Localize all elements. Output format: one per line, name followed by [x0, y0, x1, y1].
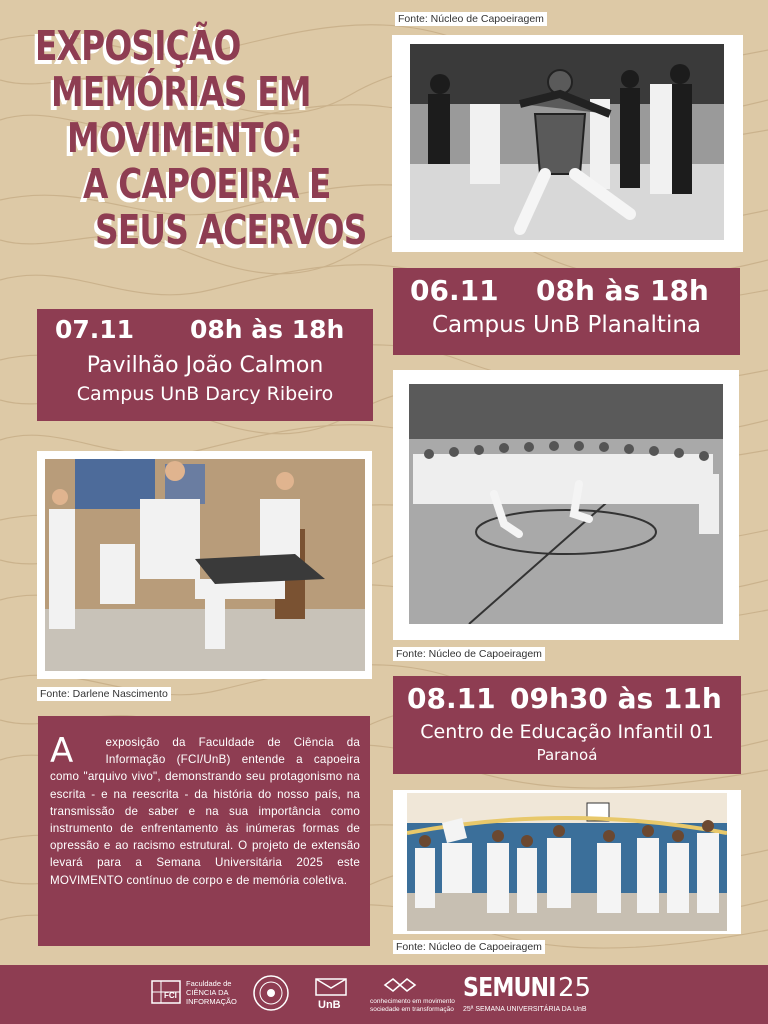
- photo-source-caption: Fonte: Núcleo de Capoeiragem: [393, 940, 545, 954]
- capoeira-roda-photo-1: [392, 35, 743, 252]
- event-box-0611: [393, 268, 740, 355]
- event-place: Centro de Educação Infantil 01: [420, 721, 714, 743]
- photo-source-caption: Fonte: Núcleo de Capoeiragem: [395, 12, 547, 26]
- fci-abbr: FCI: [164, 991, 177, 1000]
- event-detail: Campus UnB Darcy Ribeiro: [76, 383, 334, 405]
- semuni-logo-icon: [463, 973, 593, 1017]
- conhecimento-line1: conhecimento em movimento: [370, 998, 455, 1005]
- capoeiragem-seal-icon: [252, 974, 290, 1012]
- semuni-number: 25: [558, 973, 592, 1003]
- fci-name-line1: Faculdade de: [186, 979, 232, 988]
- capoeira-roda-photo-3: [393, 370, 739, 640]
- photo-source-caption: Fonte: Darlene Nascimento: [37, 687, 171, 701]
- conhecimento-line2: sociedade em transformação: [370, 1006, 454, 1013]
- event-place: Campus UnB Planaltina: [431, 312, 702, 338]
- title-line-4: A CAPOEIRA E: [83, 160, 331, 208]
- unb-label: UnB: [318, 999, 341, 1011]
- capoeira-game-photo-2: [37, 451, 372, 679]
- fci-name-line2: CIÊNCIA DA: [186, 988, 229, 997]
- title-line-5: SEUS ACERVOS: [95, 206, 367, 254]
- conhecimento-logo-icon: [383, 977, 417, 993]
- event-date: 07.11: [55, 315, 135, 344]
- event-date: 08.11: [407, 682, 496, 715]
- event-time: 08h às 18h: [190, 315, 345, 344]
- title-line-1: EXPOSIÇÃO: [35, 22, 241, 70]
- event-detail: Paranoá: [536, 746, 598, 764]
- exhibition-description: [38, 716, 370, 946]
- photo-source-caption: Fonte: Núcleo de Capoeiragem: [393, 647, 545, 661]
- capoeira-kids-photo-4: [393, 790, 741, 934]
- description-text: exposição da Faculdade de Ciência da Informação (FCI/UnB) entende a capoeira como "arquivo vivo", demonstrando seu protagonismo na escrita - e na reescrita - da história do nosso país, na transmissão de saber e na sua importância como instrumento de enfrentamento às inúmeras formas de opressão e ao racismo estrutural. O projeto de extensão levará para a Semana Universitária 2025 este MOVIMENTO contínuo de corpo e de memória coletiva.: [50, 736, 360, 887]
- semuni-subtitle: 25ª SEMANA UNIVERSITÁRIA DA UnB: [463, 1006, 587, 1013]
- fci-name-line3: INFORMAÇÃO: [186, 997, 237, 1006]
- footer-logos-bar: [0, 965, 768, 1024]
- title-line-3: MOVIMENTO:: [67, 114, 303, 162]
- event-box-0811: [393, 676, 741, 774]
- event-time: 09h30 às 11h: [510, 682, 722, 715]
- description-dropcap: A: [50, 731, 74, 771]
- title-line-2: MEMÓRIAS EM: [51, 68, 311, 116]
- unb-logo-icon: [315, 978, 347, 996]
- event-date: 06.11: [410, 274, 499, 307]
- event-time: 08h às 18h: [536, 274, 709, 307]
- event-box-0711: [37, 309, 373, 421]
- semuni-wordmark: SEMUNI: [463, 973, 556, 1003]
- event-place: Pavilhão João Calmon: [86, 353, 324, 378]
